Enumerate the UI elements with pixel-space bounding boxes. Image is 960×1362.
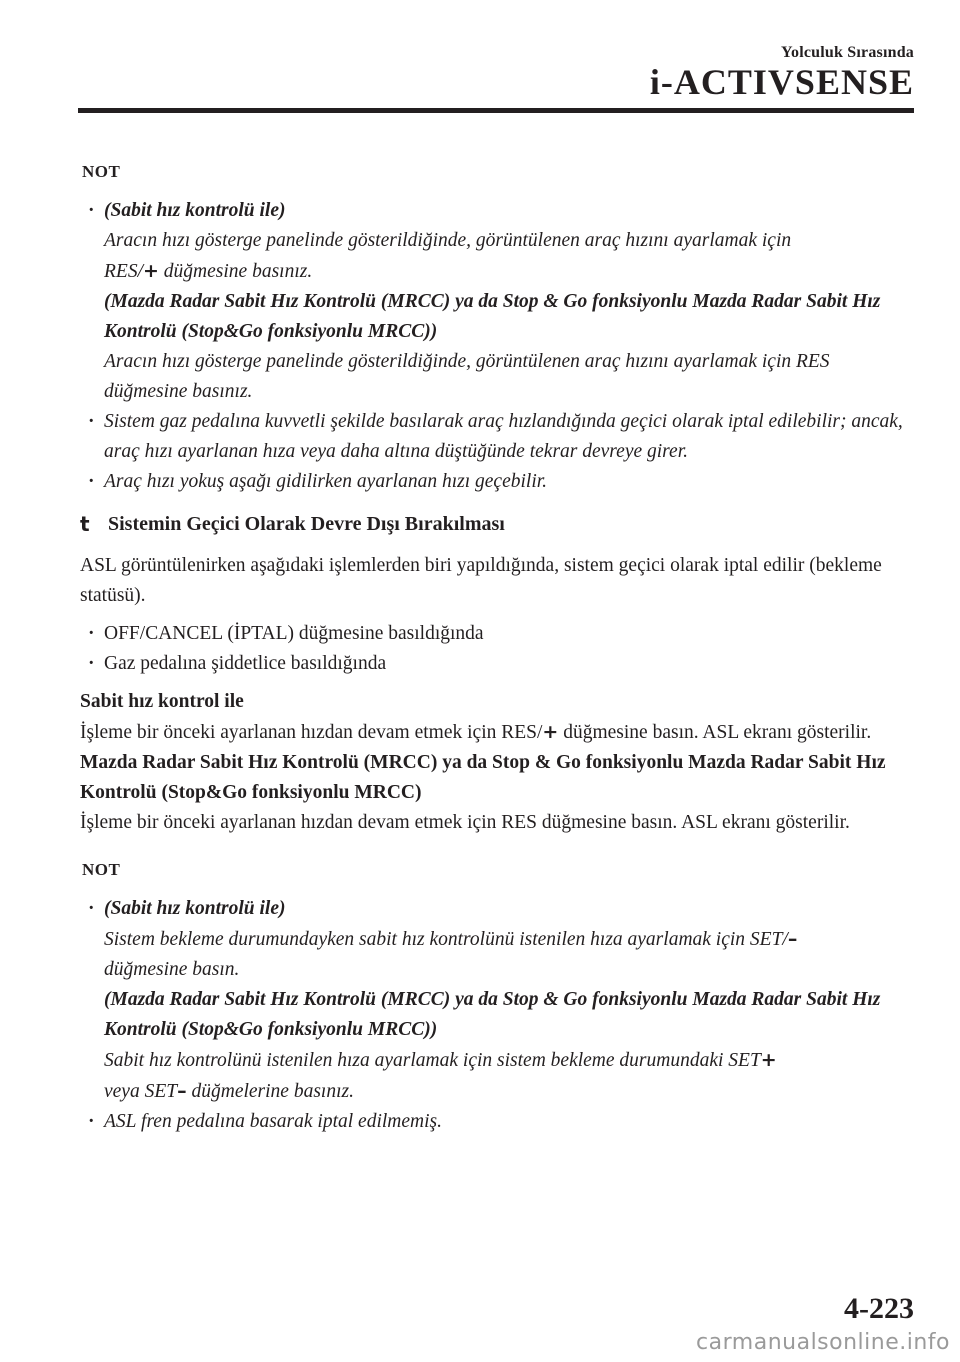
note-item-text: Sabit hız kontrolünü istenilen hıza ayarlamak için sistem bekleme durumundaki SET — [104, 1050, 761, 1071]
header-title: i-ACTIVSENSE — [649, 62, 914, 102]
list-item: · OFF/CANCEL (İPTAL) düğmesine basıldığında — [104, 619, 914, 649]
plus-icon: + — [760, 1049, 777, 1071]
note-item-text: Aracın hızı gösterge panelinde gösterildiğinde, görüntülenen araç hızını ayarlamak için RES düğmesine basınız. — [104, 351, 830, 402]
note-item-heading: (Sabit hız kontrolü ile) — [104, 898, 286, 919]
note-item-text: Aracın hızı gösterge panelinde gösterildiğinde, görüntülenen araç hızını ayarlamak için — [104, 230, 792, 251]
note-item-heading: (Mazda Radar Sabit Hız Kontrolü (MRCC) ya da Stop & Go fonksiyonlu Mazda Radar Sabit Hız Kontrolü (Stop&Go fonksiyonlu MRCC)) — [104, 291, 881, 342]
note-title: NOT — [82, 860, 121, 879]
header-divider — [78, 108, 914, 113]
note-item: · ASL fren pedalına basarak iptal edilmemiş. — [104, 1107, 914, 1137]
plus-icon: + — [143, 260, 159, 282]
section-intro: ASL görüntülenirken aşağıdaki işlemlerden biri yapıldığında, sistem geçici olarak iptal edilir (bekleme statüsü). — [80, 555, 882, 606]
note-item: · Araç hızı yokuş aşağı gidilirken ayarlanan hızı geçebilir. — [104, 467, 914, 497]
watermark: carmanualsonline.info — [696, 1330, 950, 1355]
note-item-heading: (Mazda Radar Sabit Hız Kontrolü (MRCC) ya da Stop & Go fonksiyonlu Mazda Radar Sabit Hız Kontrolü (Stop&Go fonksiyonlu MRCC)) — [104, 989, 881, 1040]
page-number: 4-223 — [844, 1292, 914, 1325]
minus-icon: – — [787, 928, 798, 950]
note-item-text: düğmesine basın. — [104, 959, 240, 980]
paragraph-text: İşleme bir önceki ayarlanan hızdan devam etmek için RES/ — [80, 722, 543, 743]
plus-icon: + — [542, 721, 559, 743]
condition-list — [80, 619, 914, 679]
section-heading — [80, 509, 914, 539]
note-item-text: düğmelerine basınız. — [186, 1081, 354, 1102]
paragraph: İşleme bir önceki ayarlanan hızdan devam etmek için RES düğmesine basın. ASL ekranı gösterilir. — [80, 812, 850, 833]
note-item: · Sistem gaz pedalına kuvvetli şekilde basılarak araç hızlandığında geçici olarak iptal edilebilir; ancak, araç hızı ayarlanan hıza veya daha altına düştüğünde tekrar devreye girer. — [104, 407, 914, 467]
note-title: NOT — [82, 162, 121, 181]
note-list — [80, 894, 914, 1137]
section-heading-text: Sistemin Geçici Olarak Devre Dışı Bırakılması — [108, 513, 505, 535]
subheading: Sabit hız kontrol ile — [80, 691, 244, 712]
page-content — [80, 158, 914, 1137]
paragraph-text: düğmesine basın. ASL ekranı gösterilir. — [558, 722, 872, 743]
subheading: Mazda Radar Sabit Hız Kontrolü (MRCC) ya da Stop & Go fonksiyonlu Mazda Radar Sabit Hız Kontrolü (Stop&Go fonksiyonlu MRCC) — [80, 752, 886, 803]
note-item-heading: (Sabit hız kontrolü ile) — [104, 200, 286, 221]
note-item-text: Sistem bekleme durumundayken sabit hız kontrolünü istenilen hıza ayarlamak için SET/ — [104, 929, 788, 950]
paragraph — [80, 717, 914, 748]
list-item: · Gaz pedalına şiddetlice basıldığında — [104, 649, 914, 679]
note-item-text: veya SET — [104, 1081, 178, 1102]
section-marker-icon: t — [80, 512, 90, 536]
note-item — [104, 894, 914, 1107]
header-section-label: Yolculuk Sırasında — [781, 44, 914, 61]
note-item-text: RES/ — [104, 261, 143, 282]
note-item — [104, 196, 914, 407]
note-list — [80, 196, 914, 497]
note-item-text: düğmesine basınız. — [158, 261, 313, 282]
minus-icon: – — [177, 1080, 187, 1102]
